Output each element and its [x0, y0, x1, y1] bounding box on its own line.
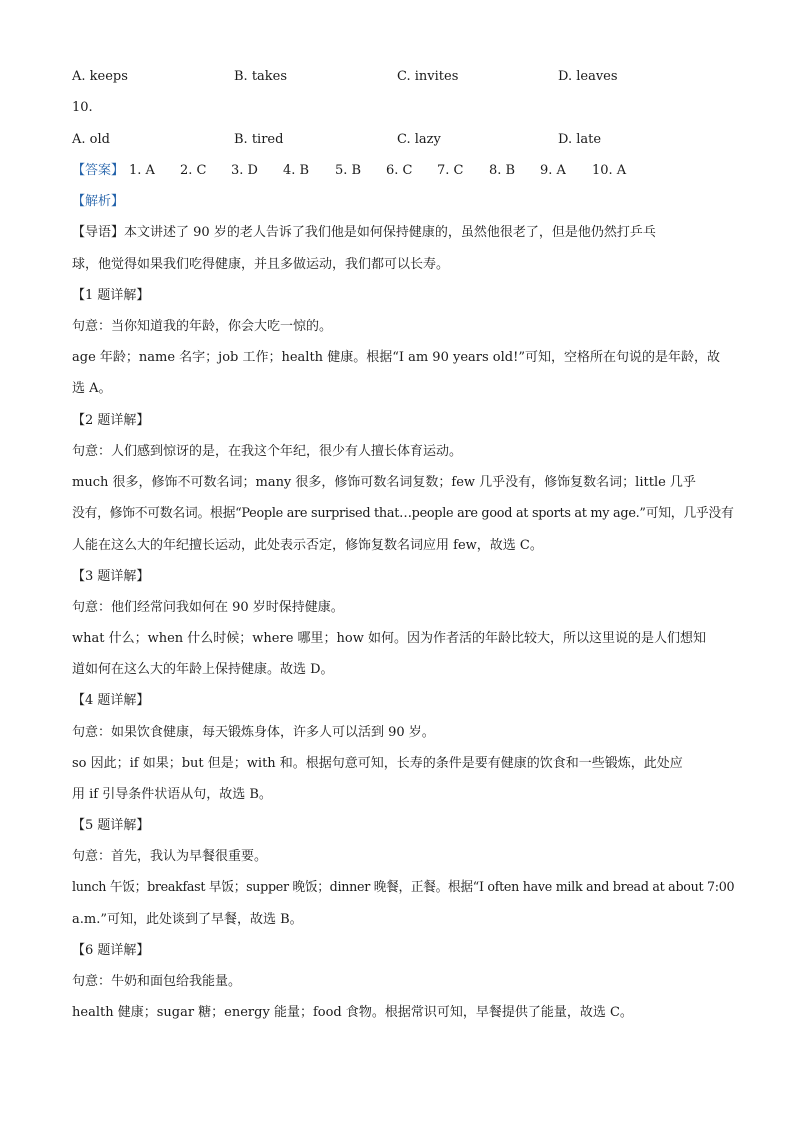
answer-item: 4. B — [283, 163, 310, 178]
section-line: 选 A。 — [72, 381, 112, 396]
q10-option-c: C. lazy — [397, 132, 441, 147]
intro-label: 【导语】 — [72, 225, 125, 240]
q10-number: 10. — [72, 100, 93, 115]
answer-item: 10. A — [592, 163, 627, 178]
answer-item: 7. C — [437, 163, 464, 178]
section-line: so 因此；if 如果；but 但是；with 和。根据句意可知，长寿的条件是要有健康的饮食和一些锻炼，此处应 — [72, 756, 683, 771]
section-line: 没有，修饰不可数名词。根据“People are surprised that…people are good at sports at my age.”可知，几乎没有 — [72, 506, 734, 521]
q9-option-d: D. leaves — [558, 69, 618, 84]
section-line: 句意：当你知道我的年龄，你会大吃一惊的。 — [72, 319, 333, 334]
section-line: 句意：如果饮食健康，每天锻炼身体，许多人可以活到 90 岁。 — [72, 725, 435, 740]
section-heading: 【6 题详解】 — [72, 943, 150, 958]
answer-item: 6. C — [386, 163, 413, 178]
q10-option-d: D. late — [558, 132, 602, 147]
q9-option-a: A. keeps — [72, 69, 128, 84]
section-line: 用 if 引导条件状语从句，故选 B。 — [72, 787, 272, 802]
section-line: health 健康；sugar 糖；energy 能量；food 食物。根据常识可知，早餐提供了能量，故选 C。 — [72, 1005, 633, 1020]
section-line: a.m.”可知，此处谈到了早餐，故选 B。 — [72, 912, 303, 927]
answer-item: 2. C — [180, 163, 207, 178]
section-line: 人能在这么大的年纪擅长运动，此处表示否定，修饰复数名词应用 few，故选 C。 — [72, 538, 543, 553]
section-line: 句意：首先，我认为早餐很重要。 — [72, 849, 268, 864]
q9-option-b: B. takes — [234, 69, 288, 84]
intro-text: 本文讲述了 90 岁的老人告诉了我们他是如何保持健康的，虽然他很老了，但是他仍然打乒乓 — [124, 225, 656, 240]
section-line: what 什么；when 什么时候；where 哪里；how 如何。因为作者活的年龄比较大，所以这里说的是人们想知 — [72, 631, 706, 646]
section-line: 句意：牛奶和面包给我能量。 — [72, 974, 242, 989]
analysis-label: 【解析】 — [72, 194, 125, 209]
section-heading: 【2 题详解】 — [72, 413, 150, 428]
section-line: 道如何在这么大的年龄上保持健康。故选 D。 — [72, 662, 334, 677]
q10-option-b: B. tired — [234, 132, 284, 147]
answer-item: 8. B — [489, 163, 516, 178]
answer-label: 【答案】 — [72, 163, 125, 178]
section-heading: 【4 题详解】 — [72, 693, 150, 708]
answer-item: 1. A — [129, 163, 155, 178]
section-line: age 年龄；name 名字；job 工作；health 健康。根据“I am 90 years old!”可知，空格所在句说的是年龄，故 — [72, 350, 720, 365]
section-heading: 【5 题详解】 — [72, 818, 150, 833]
section-line: 句意：他们经常问我如何在 90 岁时保持健康。 — [72, 600, 344, 615]
section-line: lunch 午饭；breakfast 早饭；supper 晚饭；dinner 晚餐，正餐。根据“I often have milk and bread at about 7:00 — [72, 880, 735, 895]
section-line: 句意：人们感到惊讶的是，在我这个年纪，很少有人擅长体育运动。 — [72, 444, 463, 459]
answer-item: 9. A — [540, 163, 566, 178]
q9-option-c: C. invites — [397, 69, 459, 84]
intro-line-1 — [72, 224, 656, 242]
intro-line-2: 球，他觉得如果我们吃得健康，并且多做运动，我们都可以长寿。 — [72, 257, 450, 272]
section-heading: 【1 题详解】 — [72, 288, 150, 303]
section-line: much 很多，修饰不可数名词；many 很多，修饰可数名词复数；few 几乎没有，修饰复数名词；little 几乎 — [72, 475, 696, 490]
q10-option-a: A. old — [72, 132, 110, 147]
answer-item: 5. B — [335, 163, 362, 178]
section-heading: 【3 题详解】 — [72, 569, 150, 584]
answer-item: 3. D — [231, 163, 258, 178]
